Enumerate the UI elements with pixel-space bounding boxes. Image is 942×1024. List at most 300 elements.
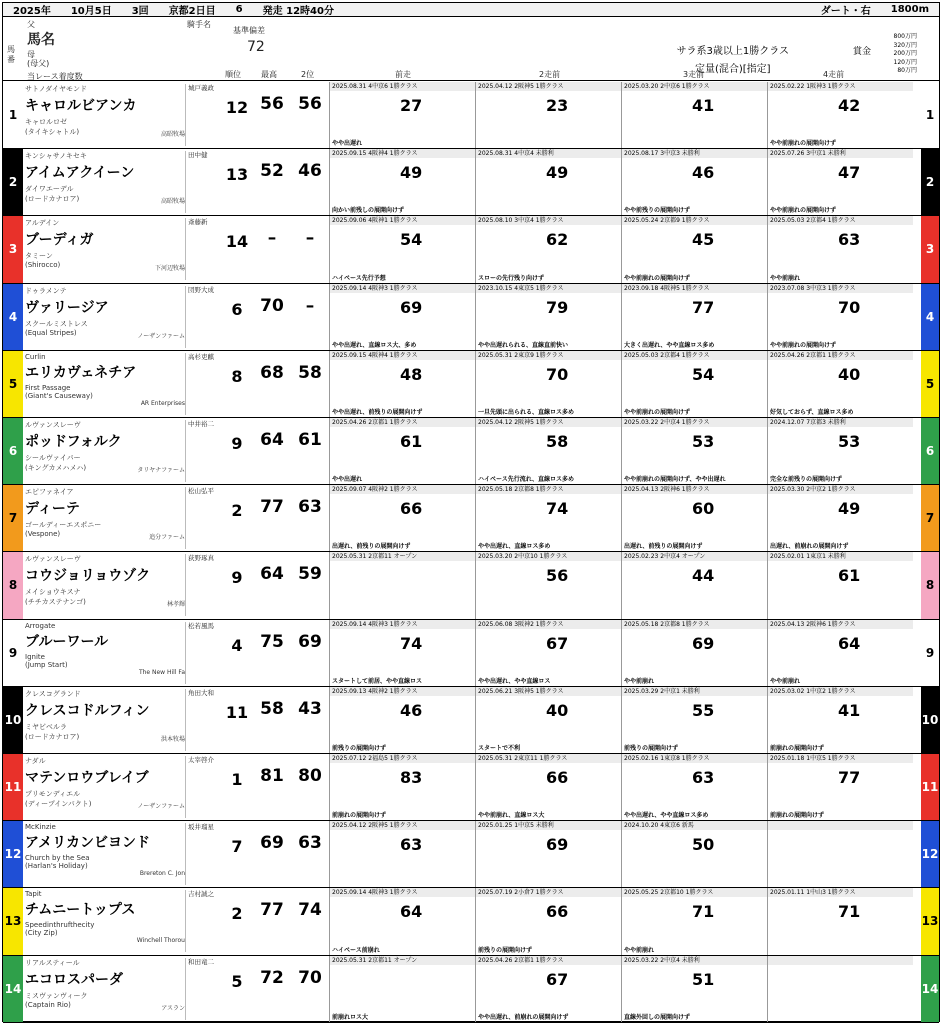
jockey-name: 和田竜二	[188, 957, 214, 966]
col-record: 当レース着度数	[27, 72, 83, 81]
jockey-name: 吉村誠之	[188, 890, 214, 899]
past-race-head: 2025.02.01 1東京1 未勝利	[768, 552, 913, 561]
past-race-head: 2025.09.13 4阪神2 1勝クラス	[330, 687, 475, 696]
past-race-score: 41	[692, 96, 715, 115]
horse-sire: ルヴァンスレーヴ	[25, 555, 81, 564]
horse-number: 4	[3, 284, 23, 350]
horse-dam: Ignite	[25, 652, 45, 661]
past-race-score: 44	[692, 566, 715, 586]
horse-name: ブーディガ	[25, 232, 94, 249]
past-race-comment: 好気しておらず、直線ロス多め	[770, 408, 854, 416]
jockey-name: 中井裕二	[188, 420, 214, 428]
horse-jockey	[185, 286, 223, 348]
horse-name: ディーテ	[25, 501, 80, 518]
column-header	[3, 17, 939, 81]
past-race-comment: やや前崩れの展開向けず、やや出遅れ	[624, 476, 726, 484]
past-race-score: 74	[400, 633, 423, 653]
horse-dam: Speedinthrufthecity	[25, 921, 95, 930]
horse-jockey	[185, 151, 223, 213]
past-race-comment: やや前崩れ	[624, 946, 655, 954]
col-prev1: 前走	[395, 70, 411, 79]
past-race-score: 79	[546, 297, 569, 317]
post-time: 発走 12時40分	[262, 6, 334, 17]
past-race-head: 2025.04.13 2阪神6 1勝クラス	[768, 620, 913, 629]
past-race-head: 2025.02.23 2中京4 オープン	[622, 552, 767, 561]
past-race-head	[768, 956, 913, 965]
best-scores	[253, 900, 329, 920]
horse-info[interactable]	[25, 218, 185, 280]
past-race-head: 2023.07.08 3中京3 1勝クラス	[768, 284, 913, 293]
past-race-score: 61	[400, 432, 423, 451]
past-race-comment: 大きく出遅れ、やや直線ロス多め	[624, 341, 715, 349]
second-score: 56	[298, 94, 322, 114]
second-score: 59	[298, 564, 322, 585]
past-race-head: 2025.09.15 4阪神4 1勝クラス	[330, 149, 475, 158]
past-race-head: 2025.04.13 2阪神6 1勝クラス	[622, 485, 767, 494]
horse-sire: キンシャサノキセキ	[25, 152, 87, 161]
horse-dam: スクールミストレス	[25, 319, 88, 328]
horse-name: エコロスパーダ	[25, 971, 123, 988]
prize-1: 800万円	[893, 33, 917, 40]
past-race-head: 2025.03.20 2中京10 1勝クラス	[476, 552, 621, 561]
best-score: 70	[260, 295, 284, 316]
horse-row	[3, 284, 939, 351]
past-race-score: 47	[838, 163, 861, 183]
col-horse-no: 馬番	[7, 45, 15, 64]
past-race-comment: 出遅れ、前崩れの展開向けず	[770, 543, 849, 551]
second-score: 80	[298, 766, 322, 786]
horse-damsire: (Captain Rio)	[25, 1000, 71, 1009]
race-venue: 京都2日目	[168, 6, 216, 17]
horse-name: クレスコドルフィン	[25, 702, 150, 719]
past-race-score: 54	[400, 230, 423, 250]
best-scores	[253, 94, 329, 114]
horse-name: キャロルビアンカ	[25, 98, 137, 114]
past-race-score: 60	[692, 499, 715, 519]
horse-info[interactable]	[25, 756, 185, 818]
horse-row	[3, 821, 939, 888]
past-race-3	[621, 216, 767, 282]
second-score: 63	[298, 497, 322, 518]
past-race-score: 69	[546, 835, 569, 855]
horse-row	[3, 351, 939, 418]
horse-damsire: (City Zip)	[25, 929, 58, 938]
past-race-score: 70	[838, 297, 861, 317]
past-race-head: 2025.09.07 4阪神2 1勝クラス	[330, 485, 475, 494]
horse-number-right: 1	[921, 82, 939, 148]
horse-rank: 9	[231, 434, 243, 453]
past-race-4	[767, 418, 913, 484]
past-race-head: 2025.09.15 4阪神4 1勝クラス	[330, 351, 475, 360]
horse-owner: The New Hill Fa	[138, 668, 185, 676]
col-damsire: (母父)	[27, 59, 50, 68]
past-race-score: 64	[838, 633, 861, 653]
horse-owner: アスラン	[161, 1004, 185, 1012]
horse-sire: Curlin	[25, 352, 46, 361]
horse-rank: 5	[231, 971, 243, 991]
past-race-4	[767, 888, 913, 954]
past-race-score: 69	[692, 633, 715, 653]
col-sire: 父	[27, 20, 35, 29]
past-race-head: 2025.03.30 2中京2 1勝クラス	[768, 485, 913, 494]
jockey-name: 団野大成	[188, 285, 214, 294]
horse-rank: 6	[231, 299, 243, 319]
past-race-head: 2025.04.12 2阪神5 1勝クラス	[476, 82, 621, 91]
past-race-comment: やや前崩れ	[770, 677, 801, 685]
past-race-head: 2025.05.31 2京都11 オープン	[330, 552, 475, 561]
past-race-4	[767, 620, 913, 686]
best-scores	[253, 497, 329, 517]
horse-sire: ナダル	[25, 757, 46, 765]
best-score: 77	[260, 900, 284, 921]
past-race-3	[621, 754, 767, 820]
col-base-value: 72	[247, 39, 265, 55]
past-race-score: 61	[838, 566, 861, 586]
horse-row	[3, 687, 939, 754]
past-race-score: 42	[838, 96, 861, 115]
past-race-head: 2024.10.20 4東京6 新馬	[622, 821, 767, 830]
horse-owner: 洪本牧場	[160, 735, 185, 743]
past-race-comment: やや前崩れ	[624, 677, 655, 685]
horse-dam: ダイワエーデル	[25, 185, 74, 194]
horse-name: ポッドフォルク	[25, 434, 122, 450]
horse-owner: Winchell Thorou	[136, 937, 185, 945]
horse-damsire: (Equal Stripes)	[25, 328, 77, 337]
past-race-score: 46	[692, 163, 715, 183]
past-race-comment: やや出遅れ、直線ロス大、多め	[332, 341, 417, 349]
past-race-comment: やや前崩れの展開向けず	[770, 207, 837, 215]
past-race-4	[767, 149, 913, 215]
past-race-score: 41	[838, 700, 861, 720]
past-race-score: 63	[692, 768, 715, 787]
past-race-score: 58	[546, 432, 569, 451]
horse-damsire: (ロードカナロア)	[25, 195, 80, 204]
past-race-score: 55	[692, 700, 715, 720]
race-header	[3, 3, 939, 17]
horse-info[interactable]	[25, 622, 185, 684]
horse-number: 5	[3, 351, 23, 417]
past-race-3	[621, 82, 767, 148]
horse-owner: AR Enterprises	[140, 399, 185, 407]
horse-number-right: 13	[921, 888, 939, 954]
horse-sire: ルヴァンスレーヴ	[25, 421, 81, 429]
horse-info[interactable]	[25, 554, 185, 616]
race-condition: 定量(混合)[指定]	[694, 64, 771, 75]
horse-row	[3, 754, 939, 821]
past-race-2	[475, 956, 621, 1022]
best-scores	[253, 833, 329, 853]
best-score: 69	[260, 833, 284, 854]
horse-number-right: 7	[921, 485, 939, 551]
horse-jockey	[185, 823, 223, 885]
past-race-head: 2025.05.03 2京都4 1勝クラス	[622, 351, 767, 360]
past-race-3	[621, 418, 767, 484]
prize-3: 200万円	[893, 50, 917, 57]
horse-damsire: (タイキシャトル)	[25, 128, 80, 136]
past-race-score: 66	[400, 499, 423, 519]
col-rank: 順位	[225, 70, 241, 79]
horse-name: マテンロウブレイブ	[25, 770, 149, 786]
past-race-comment: やや出遅れ	[332, 476, 363, 484]
horse-info[interactable]	[25, 689, 185, 751]
horse-owner: タリヤナファーム	[137, 467, 185, 474]
past-race-2	[475, 754, 621, 820]
past-race-score: 66	[546, 902, 569, 922]
horse-info[interactable]	[25, 487, 185, 549]
horse-owner: Brereton C. Jon	[139, 870, 185, 878]
past-race-score: 40	[838, 364, 861, 384]
past-race-head: 2025.04.26 2京都1 1勝クラス	[476, 956, 621, 965]
past-race-head: 2025.09.14 4阪神3 1勝クラス	[330, 284, 475, 293]
horse-sire: ドゥラメンテ	[25, 286, 67, 295]
past-race-1	[329, 620, 475, 686]
horse-damsire: (Harlan's Holiday)	[25, 862, 88, 871]
horse-row	[3, 956, 939, 1023]
past-race-score: 40	[546, 700, 569, 720]
best-scores	[253, 699, 329, 719]
horse-damsire: (チチカステナンゴ)	[25, 598, 86, 607]
col-jockey: 騎手名	[187, 20, 211, 29]
past-race-head: 2025.03.02 1中京2 1勝クラス	[768, 687, 913, 696]
second-score: –	[305, 228, 315, 249]
horse-name: ブルーワール	[25, 633, 109, 650]
past-race-4	[767, 821, 913, 887]
past-race-head: 2025.04.26 2京都1 1勝クラス	[768, 351, 913, 360]
horse-name: ヴァリージア	[25, 299, 109, 316]
past-race-score: 53	[838, 432, 861, 451]
horse-rank: 13	[225, 165, 249, 185]
past-race-1	[329, 485, 475, 551]
horse-rank: 8	[231, 366, 243, 386]
past-race-head: 2025.05.18 2京都8 1勝クラス	[622, 620, 767, 629]
past-race-head: 2025.03.22 2中京4 1勝クラス	[622, 418, 767, 427]
horse-sire: エピファネイア	[25, 488, 74, 497]
past-race-head: 2025.09.14 4阪神3 1勝クラス	[330, 888, 475, 897]
horse-dam: ミスヴァンヴィーク	[25, 991, 88, 1000]
jockey-name: 太宰啓介	[188, 756, 214, 764]
horse-damsire: (Jump Start)	[25, 660, 68, 669]
race-class: サラ系3歳以上1勝クラス	[676, 46, 789, 57]
past-race-1	[329, 821, 475, 887]
horse-number-right: 10	[921, 687, 939, 753]
col-second: 2位	[301, 70, 315, 79]
horse-rank: 4	[231, 635, 243, 655]
past-race-2	[475, 821, 621, 887]
horse-jockey	[185, 958, 223, 1020]
past-race-head: 2025.07.26 3中京1 未勝利	[768, 149, 913, 158]
past-race-comment: やや出遅れ、やや直線ロス多め	[624, 812, 709, 820]
past-race-head: 2025.04.26 2京都1 1勝クラス	[330, 418, 475, 427]
past-race-head: 2025.06.21 3阪神5 1勝クラス	[476, 687, 621, 696]
horse-number-right: 11	[921, 754, 939, 820]
horse-number-right: 9	[921, 620, 939, 686]
second-score: 69	[298, 631, 322, 652]
horse-number-right: 4	[921, 284, 939, 350]
horse-number: 10	[3, 687, 23, 753]
past-race-2	[475, 485, 621, 551]
horse-info[interactable]	[25, 286, 185, 348]
jockey-name: 松山弘平	[188, 487, 214, 496]
horse-number-right: 5	[921, 351, 939, 417]
prize-4: 120万円	[893, 58, 917, 66]
second-score: 43	[298, 698, 322, 719]
past-race-3	[621, 351, 767, 417]
horse-dam: First Passage	[25, 383, 71, 392]
past-race-head: 2025.01.11 1中山3 1勝クラス	[768, 888, 913, 897]
past-race-4	[767, 351, 913, 417]
past-race-comment: やや前崩れの展開向けず	[624, 408, 691, 416]
horse-damsire: (Giant's Causeway)	[25, 391, 93, 400]
race-date: 10月5日	[70, 6, 112, 17]
past-race-head: 2025.06.08 3阪神2 1勝クラス	[476, 620, 621, 629]
horse-owner: 高昭牧場	[160, 198, 185, 206]
past-race-score: 23	[546, 96, 569, 115]
horse-number: 13	[3, 888, 23, 954]
horse-row	[3, 620, 939, 687]
past-race-comment: やや前崩れの展開向けず	[770, 140, 837, 148]
past-race-comment: 出遅れ、前残りの展開向けず	[624, 543, 703, 551]
horse-damsire: (ロードカナロア)	[25, 732, 80, 741]
distance: 1800m	[890, 4, 929, 15]
second-score: –	[305, 295, 315, 316]
past-race-4	[767, 485, 913, 551]
past-race-head: 2025.05.31 2東京11 1勝クラス	[476, 754, 621, 763]
horse-rank: 7	[231, 837, 243, 857]
best-scores	[253, 228, 329, 248]
past-race-4	[767, 552, 913, 618]
past-race-head: 2023.10.15 4東京5 1勝クラス	[476, 284, 621, 293]
horse-number: 6	[3, 418, 23, 484]
past-race-score: 54	[692, 364, 715, 384]
past-race-comment: 一旦先頭に出られる、直線ロス多め	[478, 408, 575, 416]
best-scores	[253, 296, 329, 316]
best-score: 56	[260, 94, 284, 114]
second-score: 46	[298, 161, 322, 182]
horse-number-right: 14	[921, 956, 939, 1022]
horse-info[interactable]	[25, 890, 185, 952]
horse-info[interactable]	[25, 420, 185, 482]
horse-row	[3, 888, 939, 955]
best-score: 77	[260, 497, 284, 518]
second-score: 61	[298, 430, 322, 450]
horse-number: 12	[3, 821, 23, 887]
best-score: 58	[260, 698, 284, 719]
past-race-score: 48	[400, 364, 423, 384]
past-race-comment: やや出遅れ	[332, 140, 363, 148]
past-race-4	[767, 754, 913, 820]
horse-row	[3, 82, 939, 149]
horse-info[interactable]	[25, 823, 185, 885]
horse-jockey	[185, 689, 223, 751]
past-race-head: 2025.09.14 4阪神3 1勝クラス	[330, 620, 475, 629]
past-race-score: 50	[692, 835, 715, 855]
past-race-comment: 直線外回しの展開向けず	[624, 1013, 691, 1021]
past-race-4	[767, 687, 913, 753]
best-score: 64	[260, 430, 284, 450]
past-race-4	[767, 956, 913, 1022]
past-race-2	[475, 82, 621, 148]
best-scores	[253, 161, 329, 181]
horse-row	[3, 216, 939, 283]
prize-label: 賞金	[852, 47, 871, 57]
horse-damsire: (ディープインパクト)	[25, 800, 92, 808]
past-race-1	[329, 351, 475, 417]
horse-number: 8	[3, 552, 23, 618]
past-race-2	[475, 216, 621, 282]
past-race-2	[475, 552, 621, 618]
horse-name: アイムアクイーン	[25, 165, 135, 182]
second-score: 70	[298, 967, 322, 988]
past-race-score: 71	[838, 902, 861, 922]
past-race-score: 71	[692, 902, 715, 922]
horse-dam: プリモンディエル	[25, 790, 81, 798]
past-race-comment: やや前崩れの展開向けず	[770, 341, 837, 349]
col-prev2: 2走前	[539, 70, 561, 79]
past-race-head: 2025.01.25 1中京5 未勝利	[476, 821, 621, 830]
past-race-1	[329, 82, 475, 148]
horse-rank: 2	[231, 501, 243, 521]
past-race-head: 2025.08.31 4中京6 1勝クラス	[330, 82, 475, 91]
past-race-head: 2023.09.18 4阪神5 1勝クラス	[622, 284, 767, 293]
jockey-name: 坂井瑠星	[188, 823, 214, 832]
past-race-score: 63	[400, 835, 423, 855]
past-race-2	[475, 687, 621, 753]
horse-damsire: (Vespone)	[25, 530, 61, 539]
second-score: 74	[298, 900, 322, 921]
horse-owner: 下河辺牧場	[154, 265, 185, 273]
best-score: 52	[260, 161, 284, 182]
past-race-head: 2025.08.31 4中京4 未勝利	[476, 149, 621, 158]
col-base-label: 基準偏差	[233, 26, 265, 35]
past-race-comment: やや前崩れ、直線ロス大	[478, 812, 545, 820]
horse-dam: タミーン	[25, 252, 53, 261]
past-race-1	[329, 418, 475, 484]
past-race-comment: ハイペース先行流れ、直線ロス多め	[478, 476, 575, 484]
past-race-3	[621, 821, 767, 887]
past-race-4	[767, 82, 913, 148]
horse-info[interactable]	[25, 84, 185, 146]
horse-info[interactable]	[25, 353, 185, 415]
past-race-3	[621, 956, 767, 1022]
past-race-comment: やや出遅れ、やや直線ロス	[478, 677, 551, 685]
past-race-comment: スローの先行残り向けず	[478, 274, 545, 282]
past-race-head: 2025.05.31 2東京9 1勝クラス	[476, 351, 621, 360]
horse-number: 9	[3, 620, 23, 686]
best-scores	[253, 632, 329, 652]
past-race-comment: やや出遅れ、直線ロス多め	[478, 543, 551, 551]
race-info	[677, 43, 789, 79]
horse-owner: 高昭牧場	[160, 131, 185, 138]
horse-row	[3, 149, 939, 216]
horse-info[interactable]	[25, 958, 185, 1020]
prize-5: 80万円	[897, 67, 917, 74]
past-race-head	[768, 821, 913, 830]
horse-jockey	[185, 554, 223, 616]
best-score: –	[267, 228, 277, 249]
horse-jockey	[185, 622, 223, 684]
horse-number: 11	[3, 754, 23, 820]
best-scores	[253, 766, 329, 786]
past-race-head: 2025.03.20 2中京6 1勝クラス	[622, 82, 767, 91]
past-race-1	[329, 149, 475, 215]
past-race-1	[329, 284, 475, 350]
horse-info[interactable]	[25, 151, 185, 213]
past-race-score: 77	[692, 297, 715, 317]
horse-row	[3, 418, 939, 485]
best-score: 72	[260, 967, 284, 988]
past-race-3	[621, 620, 767, 686]
horse-number: 14	[3, 956, 23, 1022]
